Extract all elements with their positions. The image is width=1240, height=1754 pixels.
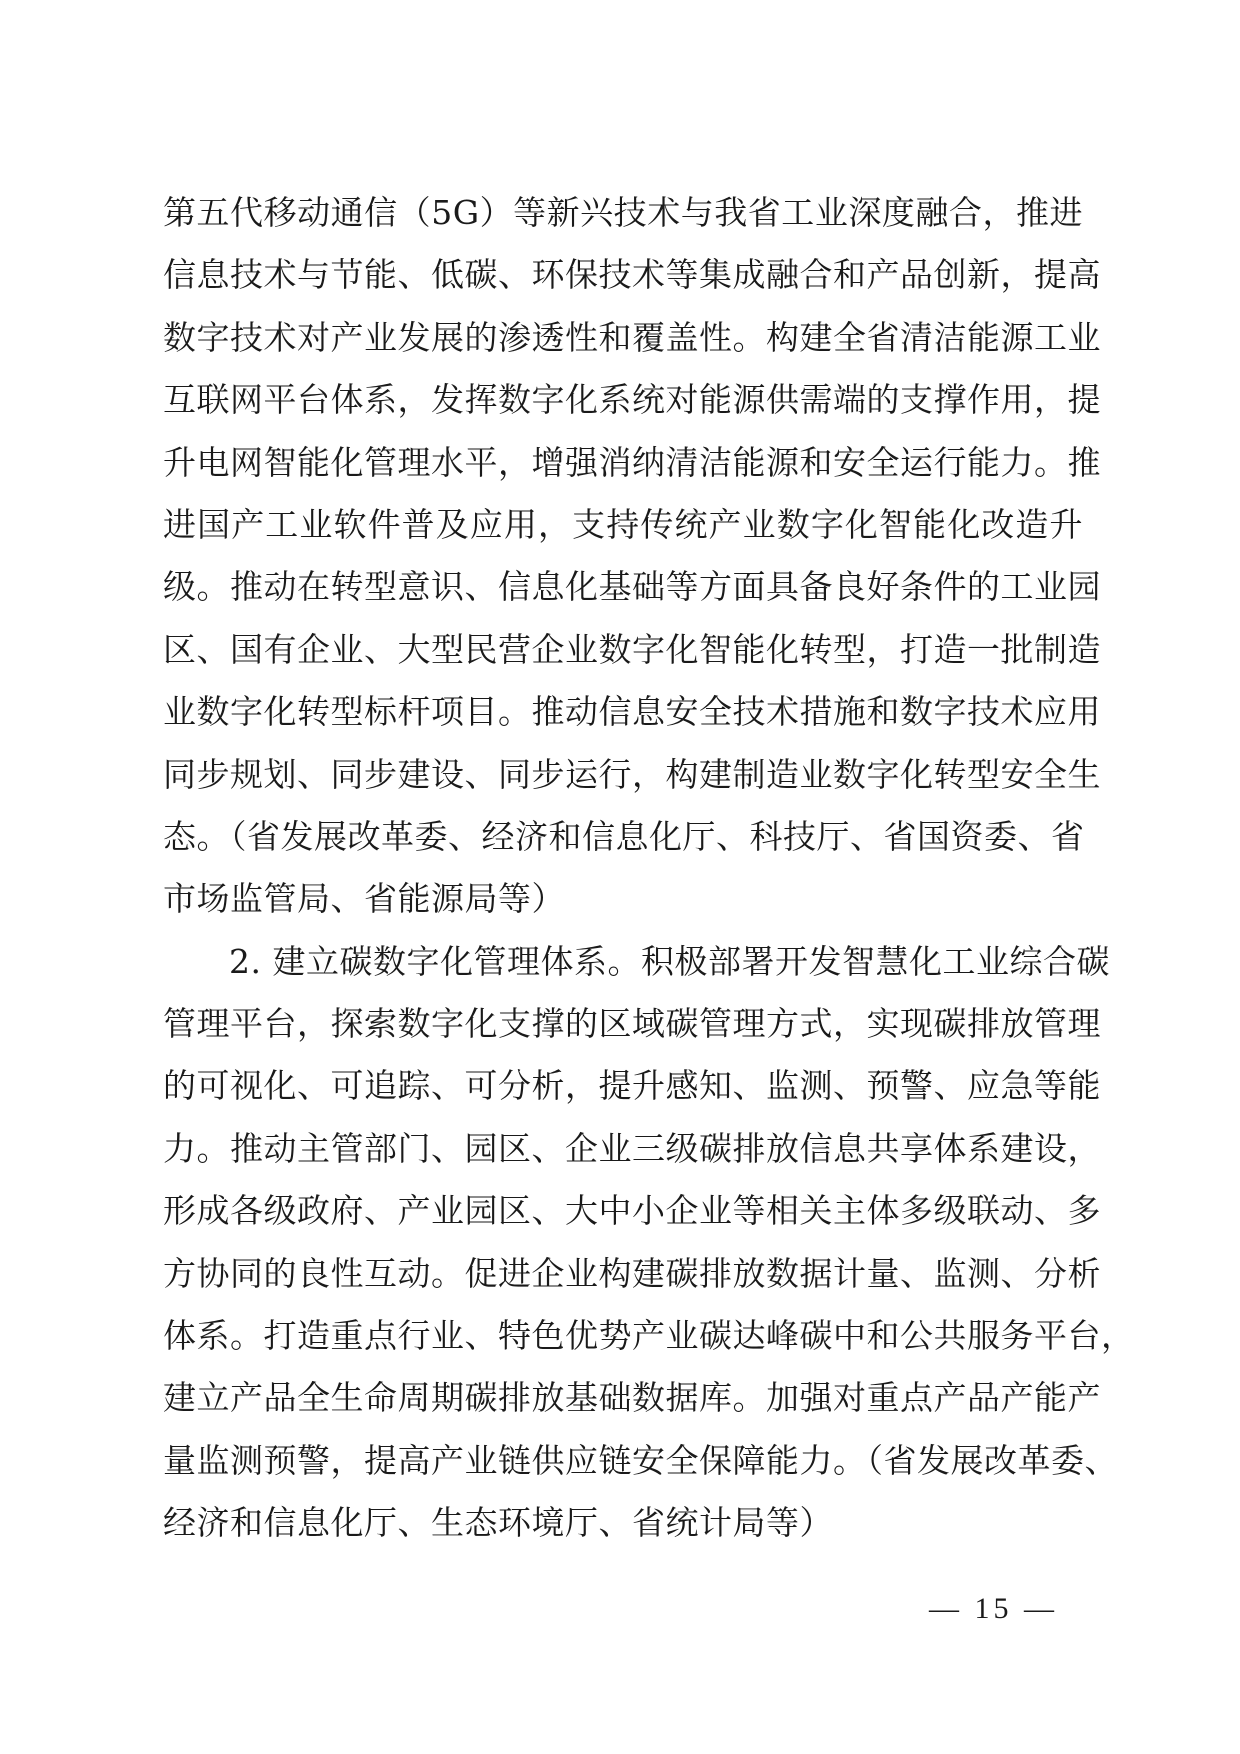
paragraph-line: 业数字化转型标杆项目。推动信息安全技术措施和数字技术应用 (163, 692, 1101, 732)
paragraph-line: 态。（省发展改革委、经济和信息化厅、科技厅、省国资委、省 (163, 816, 1085, 856)
paragraph-line: 升电网智能化管理水平，增强消纳清洁能源和安全运行能力。推 (163, 442, 1101, 482)
paragraph-2 (163, 931, 1135, 1555)
paragraph-line: 区、国有企业、大型民营企业数字化智能化转型，打造一批制造 (163, 629, 1101, 669)
paragraph-line: 管理平台，探索数字化支撑的区域碳管理方式，实现碳排放管理 (163, 1004, 1101, 1044)
paragraph-line: 2. 建立碳数字化管理体系。积极部署开发智慧化工业综合碳 (229, 941, 1110, 981)
page-number: — 15 — (929, 1592, 1058, 1625)
paragraph-line: 的可视化、可追踪、可分析，提升感知、监测、预警、应急等能 (163, 1066, 1101, 1106)
paragraph-line: 同步规划、同步建设、同步运行，构建制造业数字化转型安全生 (163, 754, 1101, 794)
paragraph-line: 方协同的良性互动。促进企业构建碳排放数据计量、监测、分析 (163, 1253, 1101, 1293)
paragraph-line: 建立产品全生命周期碳排放基础数据库。加强对重点产品产能产 (163, 1378, 1101, 1418)
paragraph-line: 市场监管局、省能源局等） (163, 879, 565, 919)
paragraph-line: 进国产工业软件普及应用，支持传统产业数字化智能化改造升 (163, 504, 1083, 544)
paragraph-line: 数字技术对产业发展的渗透性和覆盖性。构建全省清洁能源工业 (163, 317, 1101, 357)
paragraph-line: 形成各级政府、产业园区、大中小企业等相关主体多级联动、多 (163, 1191, 1101, 1231)
paragraph-line: 体系。打造重点行业、特色优势产业碳达峰碳中和公共服务平台， (163, 1316, 1135, 1356)
paragraph-1 (163, 182, 1101, 931)
paragraph-line: 量监测预警，提高产业链供应链安全保障能力。（省发展改革委、 (163, 1440, 1118, 1480)
paragraph-line: 信息技术与节能、低碳、环保技术等集成融合和产品创新，提高 (163, 255, 1101, 295)
paragraph-line: 互联网平台体系，发挥数字化系统对能源供需端的支撑作用，提 (163, 380, 1101, 420)
paragraph-line: 经济和信息化厅、生态环境厅、省统计局等） (163, 1503, 833, 1543)
paragraph-line: 力。推动主管部门、园区、企业三级碳排放信息共享体系建设， (163, 1128, 1101, 1168)
paragraph-line: 级。推动在转型意识、信息化基础等方面具备良好条件的工业园 (163, 567, 1101, 607)
document-body (163, 182, 1135, 1555)
paragraph-line: 第五代移动通信（5G）等新兴技术与我省工业深度融合，推进 (163, 193, 1083, 232)
